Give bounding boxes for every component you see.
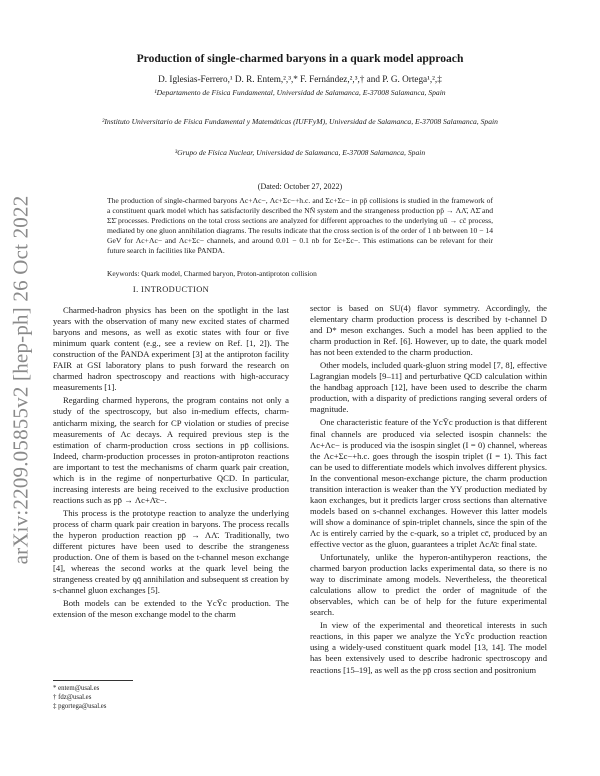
- date-line: (Dated: October 27, 2022): [257, 182, 343, 191]
- paragraph: Both models can be extended to the YcȲc production. The extension of the meson exchange model to the charm: [53, 598, 289, 620]
- footnote-rule: [53, 680, 133, 681]
- author-list: D. Iglesias-Ferrero,¹ D. R. Entem,²,³,* F. Fernández,²,³,† and P. G. Ortega¹,²,‡: [158, 74, 442, 84]
- footnote-email: † fdz@usal.es: [53, 694, 92, 701]
- affiliation-1: ¹Departamento de Física Fundamental, Universidad de Salamanca, E-37008 Salamanca, Spain: [154, 88, 446, 97]
- paragraph: Unfortunately, unlike the hyperon-antihyperon reactions, the charmed baryon production lacks experimental data, so there is no way to discriminate among models. Nevertheless, the theoretical calculations allow to predict the order of magnitude of the observables, which can be of help for the future experimental search.: [310, 552, 547, 618]
- right-column: [310, 303, 547, 676]
- paragraph: This process is the prototype reaction to analyze the underlying process of charm quark pair creation in baryons. The process recalls the hyperon production reaction pp̄ → ΛΛ̄. Traditionally, two different pictures have been used to describe the strangeness production. One of them is based on the t-channel meson exchange [4], whereas the second works at the quark level being the strangeness created by qq̄ annihilation and subsequent ss̄ creation by s-channel gluon exchanges [5].: [53, 507, 289, 596]
- section-heading: I. INTRODUCTION: [132, 285, 210, 294]
- paragraph: Charmed-hadron physics has been on the spotlight in the last years with the observation of many new excited states of charmed baryons and mesons, as well as exotic states with four or five minimum quark content (e.g., see a review on Ref. [1, 2]). The construction of the P̄ANDA experiment [3] at the antiproton facility FAIR at GSI laboratory plans to push forward the research on charmed hadron spectroscopy and reactions with high-accuracy measurements [1].: [53, 305, 289, 393]
- paragraph: In view of the experimental and theoretical interests in such reactions, in this paper we analyze the YcȲc production reaction using a widely-used constituent quark model [13, 14]. The model has been extensively used to describe hadronic spectroscopy and reactions [15–19], as well as the pp̄ cross section and positronium: [310, 620, 547, 675]
- paragraph: Regarding charmed hyperons, the program contains not only a study of the spectroscopy, but also in-medium effects, charm-anticharm mixing, the search for CP violation or studies of precise measurements of Λc decays. A required previous step is the estimation of charm-production cross sections in pp̄ collisions. Indeed, charm-production processes in proton-antiproton reactions are important to test the mechanisms of charm quark pair creation, which is in the regime of nonperturbative QCD. In particular, increasing interests are being received to the exclusive production reactions such as pp̄ → Λc+Λ̄c−.: [53, 395, 289, 505]
- paper-title: Production of single-charmed baryons in a quark model approach: [136, 52, 464, 65]
- arxiv-id: arXiv:2209.05855v2 [hep-ph] 26 Oct 2022: [8, 195, 33, 565]
- affiliation-2: ²Instituto Universitario de Física Fundamental y Matemáticas (IUFFyM), Universidad de Salamanca, E-37008 Salamanca, Spain: [102, 117, 498, 126]
- left-column: [53, 284, 289, 620]
- affiliation-3: ³Grupo de Física Nuclear, Universidad de Salamanca, E-37008 Salamanca, Spain: [174, 148, 426, 157]
- abstract: The production of single-charmed baryons Λc+Λc−, Λc+Σc−+h.c. and Σc+Σc− in pp̄ collisions is studied in the framework of a constituent quark model which has satisfactorily described the NN̄ system and the strangeness production pp̄ → ΛΛ̄, ΛΣ̄ and ΣΣ̄ processes. Predictions on the total cross sections are analyzed for different approaches to the underlying uū → cc̄ process, mediated by one gluon annihilation diagrams. The results indicate that the cross section is of the order of 1 nb between 10 − 14 GeV for Λc+Λc− and Λc+Σc− channels, and around 0.01 − 0.1 nb for Σc+Σc−. This estimations can be relevant for their future search in facilities like P̄ANDA.: [107, 196, 493, 256]
- paragraph: sector is based on SU(4) flavor symmetry. Accordingly, the elementary charm production process is described by t-channel D and D* meson exchanges. Such a model has been applied to the charm production in Ref. [6]. However, up to date, the quark model has not been extended to the charm production.: [310, 303, 547, 358]
- paragraph: Other models, included quark-gluon string model [7, 8], effective Lagrangian models [9–11] and perturbative QCD calculation within the handbag approach [12], have been used to describe the charm production, with a disparity of predictions ranging several orders of magnitude.: [310, 360, 547, 415]
- arxiv-stamp: [4, 180, 38, 580]
- footnotes: [53, 684, 289, 711]
- footnote-email: * entem@usal.es: [53, 685, 100, 692]
- footnote-email: ‡ pgortega@usal.es: [53, 703, 107, 710]
- keywords: Keywords: Quark model, Charmed baryon, Proton-antiproton collision: [107, 269, 317, 278]
- paragraph: One characteristic feature of the YcȲc production is that different final channels are produced via selected isospin channels: the Λc+Λc− is produced via the isospin singlet (I = 0) channel, whereas the Λc+Σc−+h.c. goes through the isospin triplet (I = 1). This fact can be used to differentiate models which involves different physics. In the conventional meson-exchange picture, the charm production transition interaction is weaker than the YY production mediated by kaon exchanges, but it predicts larger cross sections than alternative models based on s-channel exchanges. However this latter models will show a dominance of spin-triplet channels, since the spin of the Λc is entirely carried by the c-quark, so a triplet cc̄, produced by an effective vector as the gluon, guarantees a triplet ΛcΛ̄c final state.: [310, 417, 547, 549]
